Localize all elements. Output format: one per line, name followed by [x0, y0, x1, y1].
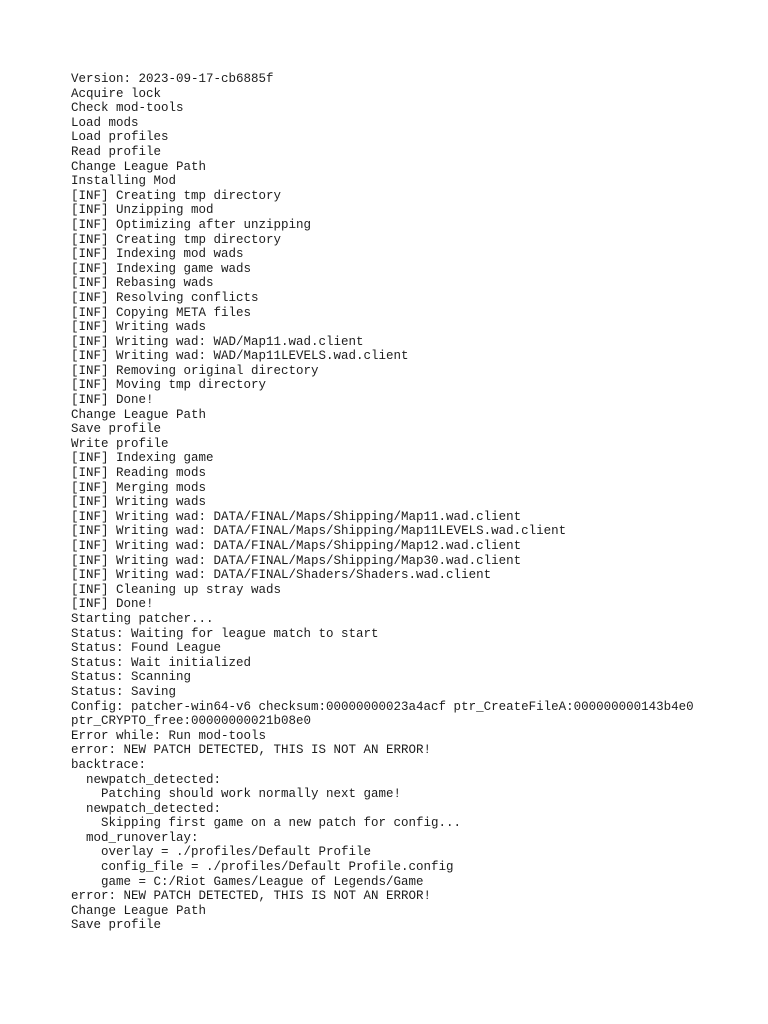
- log-line: Status: Waiting for league match to start: [71, 626, 379, 641]
- log-line: [INF] Cleaning up stray wads: [71, 582, 282, 597]
- log-line: [INF] Writing wad: DATA/FINAL/Maps/Shipping/Map30.wad.client: [71, 553, 522, 568]
- log-line: Status: Scanning: [71, 670, 192, 685]
- log-line: [INF] Optimizing after unzipping: [71, 217, 312, 232]
- log-line: Error while: Run mod-tools: [71, 728, 267, 743]
- log-line: overlay = ./profiles/Default Profile: [71, 845, 372, 860]
- log-line: error: NEW PATCH DETECTED, THIS IS NOT AN ERROR!: [71, 889, 432, 904]
- log-line: [INF] Copying META files: [71, 305, 252, 320]
- log-line: Status: Found League: [71, 641, 222, 656]
- log-line: ptr_CRYPTO_free:00000000021b08e0: [71, 714, 312, 729]
- log-line: Change League Path: [71, 407, 207, 422]
- log-line: Write profile: [71, 436, 169, 451]
- log-line: [INF] Indexing game: [71, 451, 214, 466]
- log-line: [INF] Indexing mod wads: [71, 247, 244, 262]
- log-line: [INF] Reading mods: [71, 466, 207, 481]
- log-output: [71, 72, 761, 933]
- log-line: newpatch_detected:: [71, 801, 222, 816]
- log-line: Version: 2023-09-17-cb6885f: [71, 72, 274, 86]
- log-line: Check mod-tools: [71, 101, 184, 116]
- log-line: [INF] Moving tmp directory: [71, 378, 267, 393]
- log-line: mod_runoverlay:: [71, 830, 199, 845]
- log-line: [INF] Writing wad: DATA/FINAL/Maps/Shipping/Map11.wad.client: [71, 509, 522, 524]
- log-line: [INF] Indexing game wads: [71, 261, 252, 276]
- log-line: Change League Path: [71, 903, 207, 918]
- log-line: newpatch_detected:: [71, 772, 222, 787]
- log-line: Installing Mod: [71, 174, 177, 189]
- log-line: [INF] Writing wad: WAD/Map11.wad.client: [71, 334, 364, 349]
- log-line: [INF] Done!: [71, 393, 154, 408]
- log-line: backtrace:: [71, 757, 147, 772]
- log-line: [INF] Rebasing wads: [71, 276, 214, 291]
- log-line: [INF] Writing wad: DATA/FINAL/Maps/Shipping/Map11LEVELS.wad.client: [71, 524, 567, 539]
- log-line: [INF] Writing wad: DATA/FINAL/Shaders/Shaders.wad.client: [71, 568, 492, 583]
- log-line: Save profile: [71, 422, 162, 437]
- log-line: Change League Path: [71, 159, 207, 174]
- log-line: [INF] Merging mods: [71, 480, 207, 495]
- log-line: [INF] Writing wad: WAD/Map11LEVELS.wad.client: [71, 349, 409, 364]
- log-line: [INF] Done!: [71, 597, 154, 612]
- log-line: [INF] Writing wad: DATA/FINAL/Maps/Shipping/Map12.wad.client: [71, 539, 522, 553]
- log-line: Load profiles: [71, 130, 169, 145]
- log-line: [INF] Resolving conflicts: [71, 290, 259, 305]
- log-line: [INF] Writing wads: [71, 495, 207, 510]
- log-line: config_file = ./profiles/Default Profile.config: [71, 860, 454, 875]
- log-line: [INF] Removing original directory: [71, 363, 319, 378]
- log-line: Config: patcher-win64-v6 checksum:00000000023a4acf ptr_CreateFileA:000000000143b4e0: [71, 699, 694, 714]
- log-line: Skipping first game on a new patch for config...: [71, 816, 462, 831]
- log-line: Acquire lock: [71, 86, 162, 101]
- log-line: Read profile: [71, 144, 162, 159]
- log-line: Load mods: [71, 115, 139, 130]
- log-line: [INF] Writing wads: [71, 320, 207, 335]
- log-line: Status: Saving: [71, 684, 177, 699]
- log-line: [INF] Unzipping mod: [71, 203, 214, 218]
- log-line: Save profile: [71, 918, 162, 933]
- log-line: Patching should work normally next game!: [71, 787, 402, 802]
- log-line: game = C:/Riot Games/League of Legends/Game: [71, 874, 424, 889]
- log-line: error: NEW PATCH DETECTED, THIS IS NOT AN ERROR!: [71, 743, 432, 758]
- log-line: Starting patcher...: [71, 611, 214, 626]
- log-line: Status: Wait initialized: [71, 655, 252, 670]
- log-line: [INF] Creating tmp directory: [71, 232, 282, 247]
- log-line: [INF] Creating tmp directory: [71, 188, 282, 203]
